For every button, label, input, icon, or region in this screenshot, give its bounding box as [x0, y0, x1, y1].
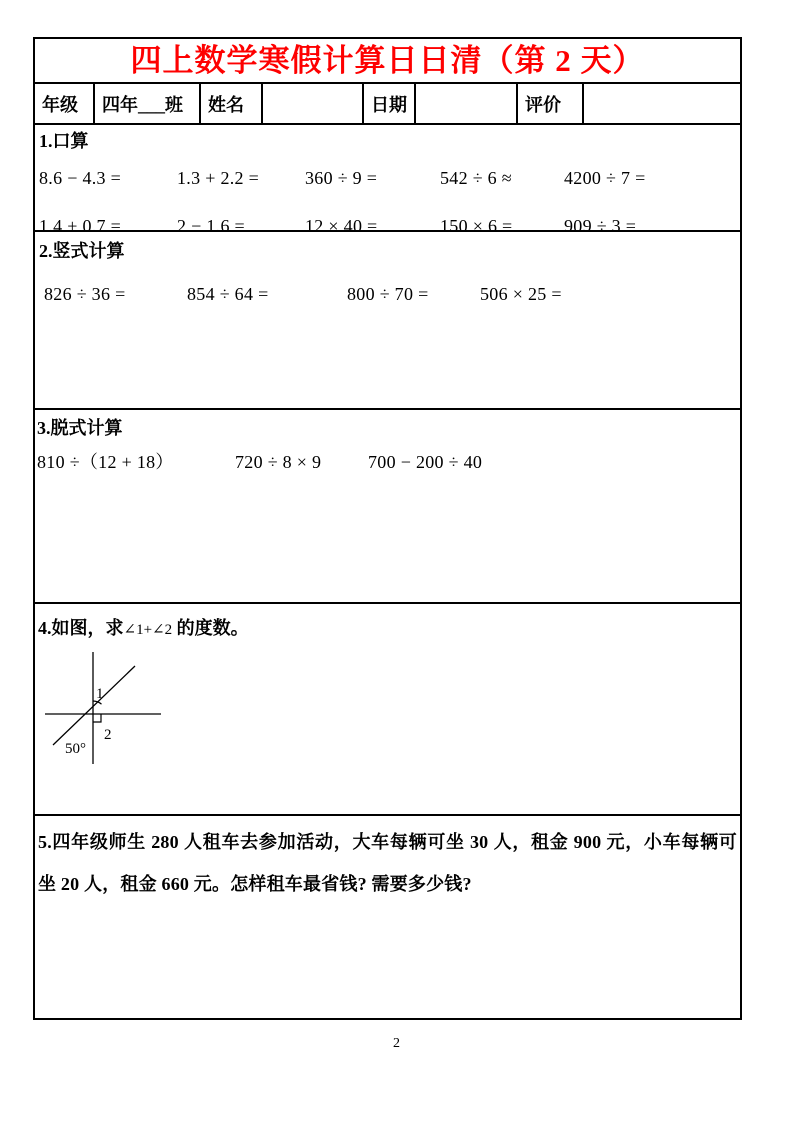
evaluation-blank-field — [582, 84, 740, 123]
oral-problem: 4200 ÷ 7 = — [564, 168, 646, 188]
oral-problem: 542 ÷ 6 ≈ — [440, 168, 512, 188]
stepwise-problem: 810 ÷（12 + 18） — [37, 452, 174, 472]
angle-formula: ∠1+∠2 — [123, 622, 173, 638]
angle2-label: 2 — [104, 727, 112, 743]
worksheet-table — [33, 37, 742, 1020]
grade-value: 四年___班 — [93, 84, 199, 123]
section4-heading — [38, 617, 740, 641]
oral-problem: 12 × 40 = — [305, 216, 378, 236]
oral-problem: 909 ÷ 3 = — [564, 216, 637, 236]
oral-row-1 — [35, 167, 740, 189]
oral-problem: 1.4 + 0.7 = — [39, 216, 122, 236]
name-label: 姓名 — [199, 84, 261, 123]
right-angle-mark — [93, 714, 101, 722]
title-row — [35, 39, 740, 82]
vertical-problem: 800 ÷ 70 = — [347, 284, 429, 304]
diagram-diagonal-line — [53, 666, 135, 745]
section-vertical-calculation — [35, 230, 740, 408]
info-bar — [35, 82, 740, 123]
oral-problem: 150 × 6 = — [440, 216, 513, 236]
evaluation-label: 评价 — [516, 84, 582, 123]
vertical-problems — [35, 283, 740, 305]
section-word-problem — [35, 814, 740, 1018]
section-oral-calculation — [35, 123, 740, 236]
vertical-problem: 506 × 25 = — [480, 284, 562, 304]
stepwise-problems — [35, 451, 740, 473]
oral-problem: 1.3 + 2.2 = — [177, 168, 260, 188]
vertical-problem: 826 ÷ 36 = — [44, 284, 126, 304]
section2-heading: 2.竖式计算 — [39, 241, 125, 261]
stepwise-problem: 700 − 200 ÷ 40 — [368, 452, 483, 472]
angle1-label: 1 — [96, 686, 104, 702]
stepwise-problem: 720 ÷ 8 × 9 — [235, 452, 322, 472]
date-label: 日期 — [362, 84, 414, 123]
word-problem-line-2: 坐 20 人，租金 660 元。怎样租车最省钱? 需要多少钱? — [38, 874, 472, 894]
name-blank-field — [261, 84, 362, 123]
angle-diagram — [41, 650, 181, 772]
oral-problem: 8.6 − 4.3 = — [39, 168, 122, 188]
oral-problem: 360 ÷ 9 = — [305, 168, 378, 188]
section1-heading: 1.口算 — [39, 131, 89, 151]
given-angle-label: 50° — [65, 741, 86, 757]
vertical-problem: 854 ÷ 64 = — [187, 284, 269, 304]
word-problem-line-1: 5.四年级师生 280 人租车去参加活动，大车每辆可坐 30 人，租金 900 元，小车每辆可 — [38, 832, 737, 852]
section4-heading-suffix: 的度数。 — [176, 618, 249, 638]
page-number: 2 — [393, 1036, 400, 1051]
grade-label: 年级 — [42, 94, 78, 115]
section3-heading: 3.脱式计算 — [37, 418, 123, 438]
page-title: 四上数学寒假计算日日清（第 2 天） — [130, 43, 645, 78]
section-stepwise-calculation — [35, 408, 740, 602]
date-blank-field — [414, 84, 516, 123]
oral-problem: 2 − 1.6 = — [177, 216, 246, 236]
section4-heading-prefix: 4.如图，求 — [38, 618, 124, 638]
section-angle-problem — [35, 602, 740, 814]
